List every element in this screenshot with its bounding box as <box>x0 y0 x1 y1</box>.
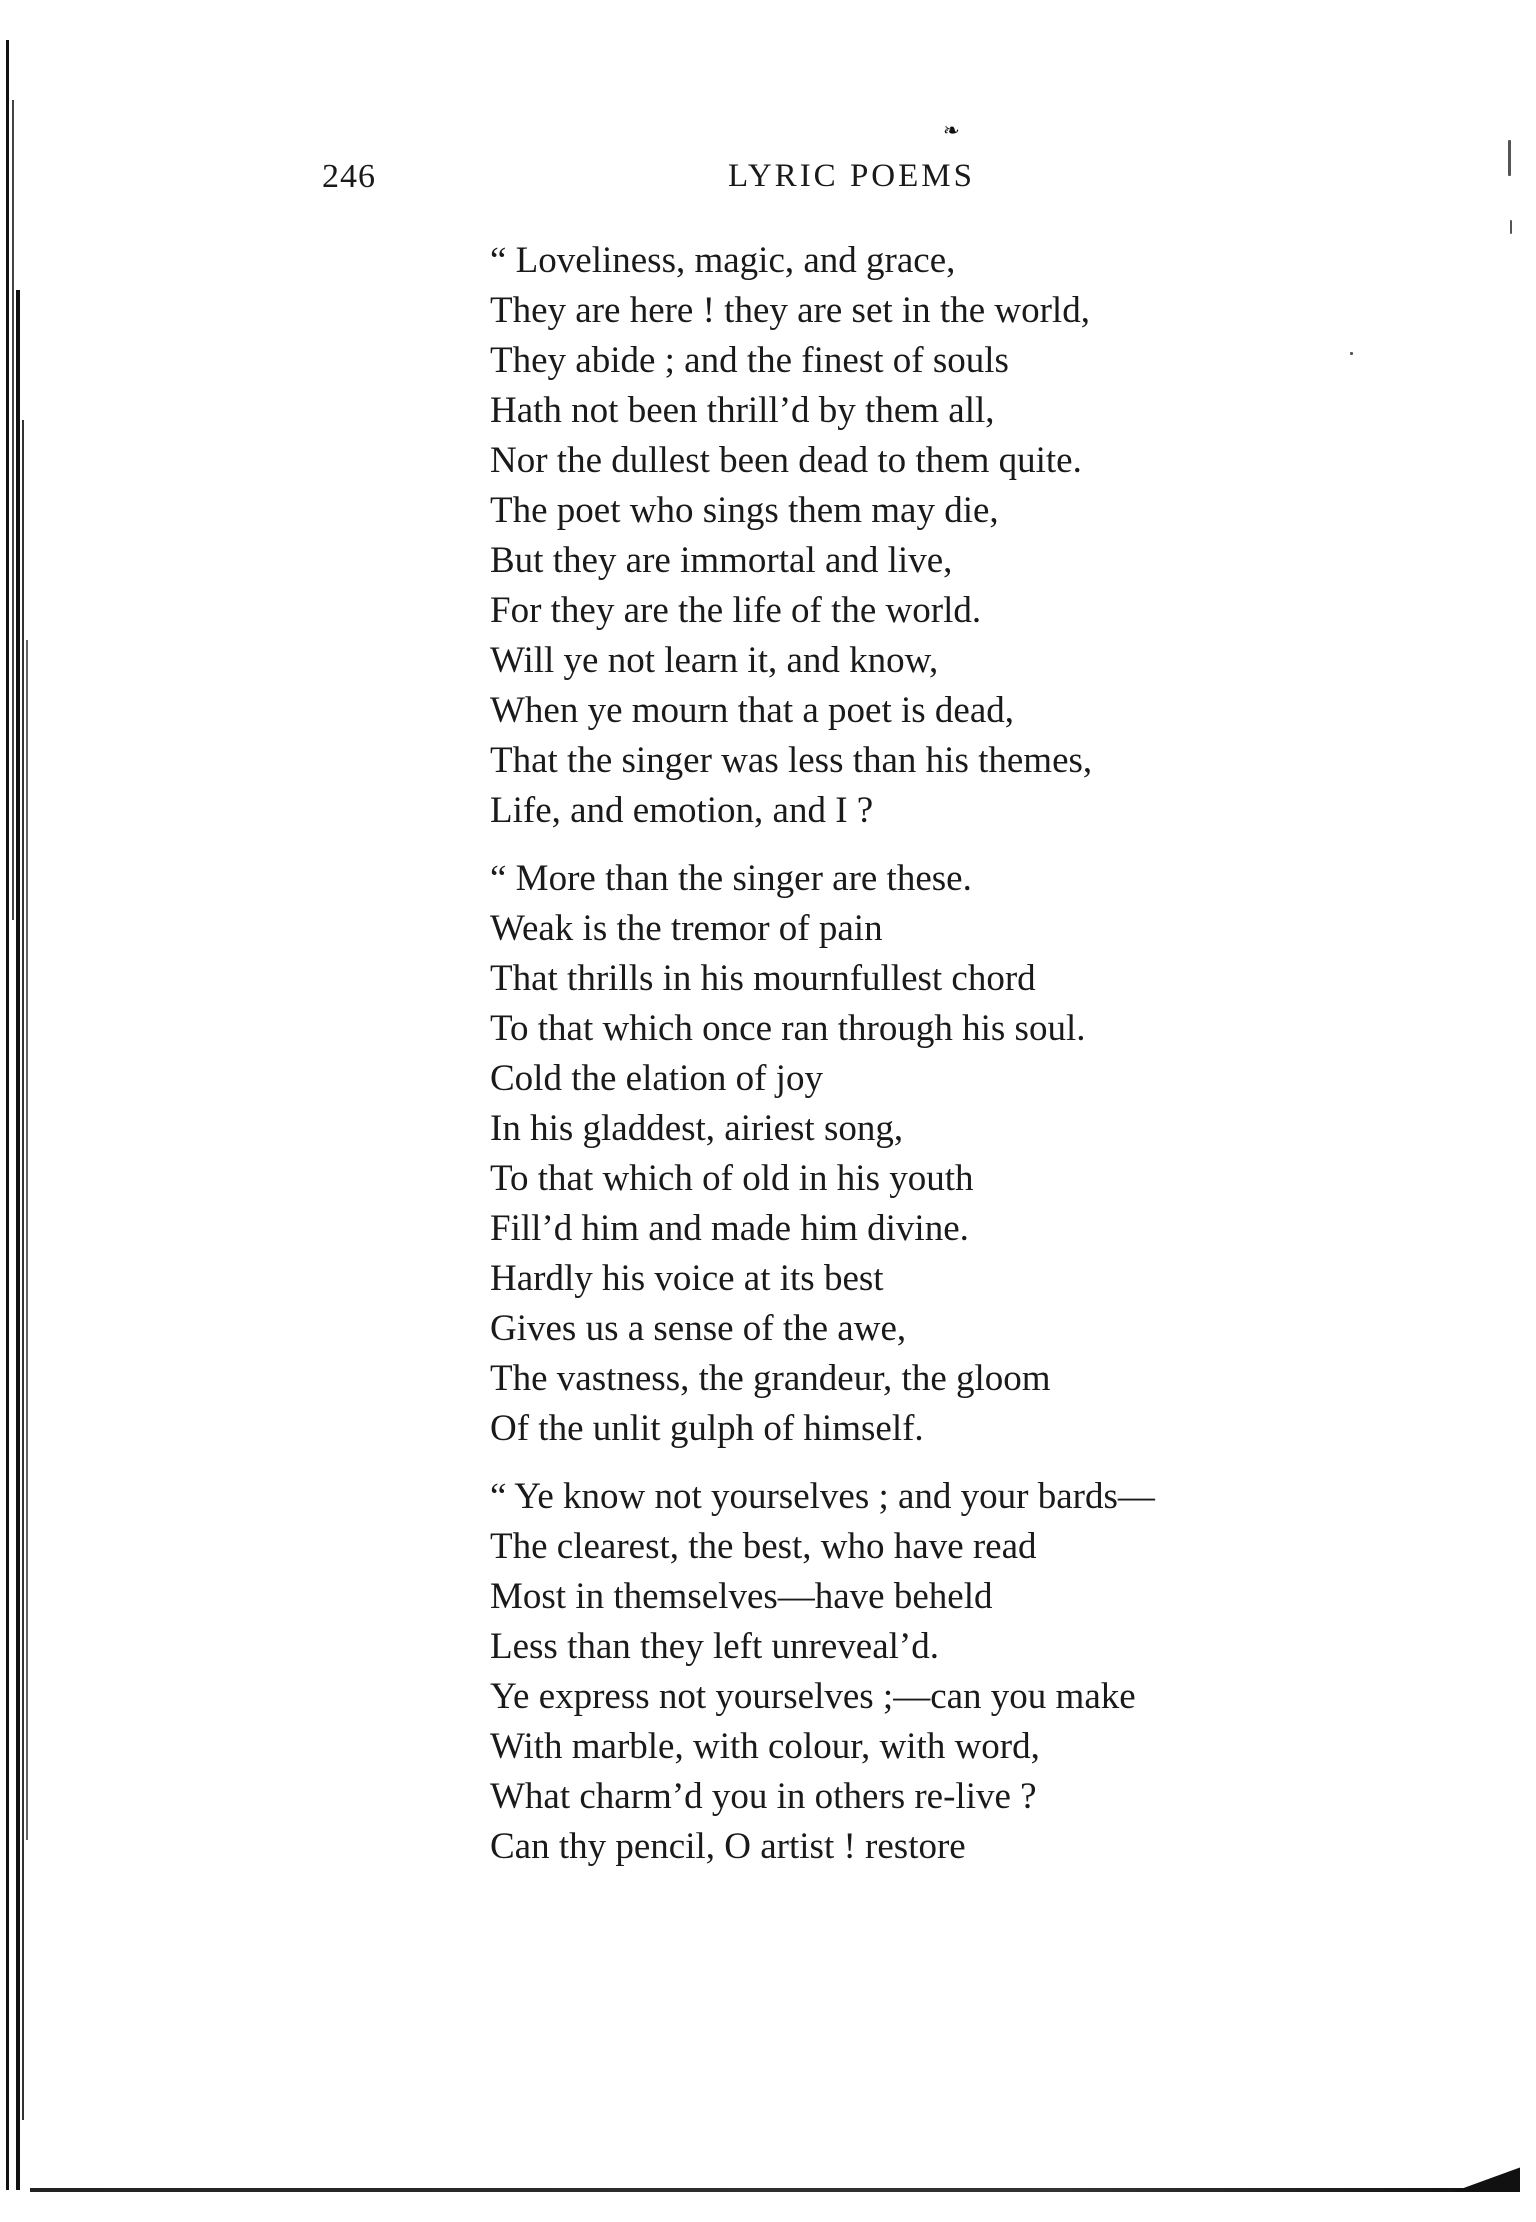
poem-line: “ More than the singer are these. <box>490 858 972 899</box>
margin-mark <box>1508 140 1511 176</box>
poem-line: Weak is the tremor of pain <box>490 908 883 949</box>
poem-line: To that which once ran through his soul. <box>490 1008 1086 1049</box>
stanza <box>490 1472 1390 1872</box>
poem-line: That the singer was less than his themes, <box>490 740 1093 781</box>
bottom-rule-tail <box>1440 2166 1520 2192</box>
binding-edge <box>0 40 30 2200</box>
poem-line: They abide ; and the finest of souls <box>490 340 1009 381</box>
poem-line: Hath not been thrill’d by them all, <box>490 390 995 431</box>
poem-line: They are here ! they are set in the world, <box>490 290 1090 331</box>
poem-line: To that which of old in his youth <box>490 1158 974 1199</box>
stanza <box>490 236 1390 836</box>
poem-line: Most in themselves—have beheld <box>490 1576 993 1617</box>
stanza <box>490 854 1390 1454</box>
poem-line: In his gladdest, airiest song, <box>490 1108 904 1149</box>
poem-line: But they are immortal and live, <box>490 540 953 581</box>
poem-line: For they are the life of the world. <box>490 590 982 631</box>
poem-line: “ Loveliness, magic, and grace, <box>490 240 956 281</box>
poem-line: The poet who sings them may die, <box>490 490 999 531</box>
poem-line: Fill’d him and made him divine. <box>490 1208 969 1249</box>
poem-line: Less than they left unreveal’d. <box>490 1626 939 1667</box>
ornament-mark: ❧ <box>943 120 960 142</box>
poem-line: The clearest, the best, who have read <box>490 1526 1037 1567</box>
poem-line: Of the unlit gulph of himself. <box>490 1408 924 1449</box>
bottom-rule <box>30 2188 1510 2192</box>
running-head: LYRIC POEMS <box>728 158 975 194</box>
margin-mark <box>1510 220 1512 234</box>
poem-line: “ Ye know not yourselves ; and your bards— <box>490 1476 1155 1517</box>
poem-line: Can thy pencil, O artist ! restore <box>490 1826 966 1867</box>
poem-line: Gives us a sense of the awe, <box>490 1308 907 1349</box>
poem-line: Hardly his voice at its best <box>490 1258 884 1299</box>
poem-line: Cold the elation of joy <box>490 1058 823 1099</box>
poem-line: What charm’d you in others re-live ? <box>490 1776 1037 1817</box>
poem-line: The vastness, the grandeur, the gloom <box>490 1358 1051 1399</box>
poem-line: That thrills in his mournfullest chord <box>490 958 1036 999</box>
poem-line: Ye express not yourselves ;—can you make <box>490 1676 1136 1717</box>
page-number: 246 <box>322 158 376 195</box>
poem-line: Nor the dullest been dead to them quite. <box>490 440 1082 481</box>
poem-line: Life, and emotion, and I ? <box>490 790 874 831</box>
poem-body <box>490 236 1390 1890</box>
poem-line: When ye mourn that a poet is dead, <box>490 690 1014 731</box>
poem-line: Will ye not learn it, and know, <box>490 640 939 681</box>
poem-line: With marble, with colour, with word, <box>490 1726 1040 1767</box>
